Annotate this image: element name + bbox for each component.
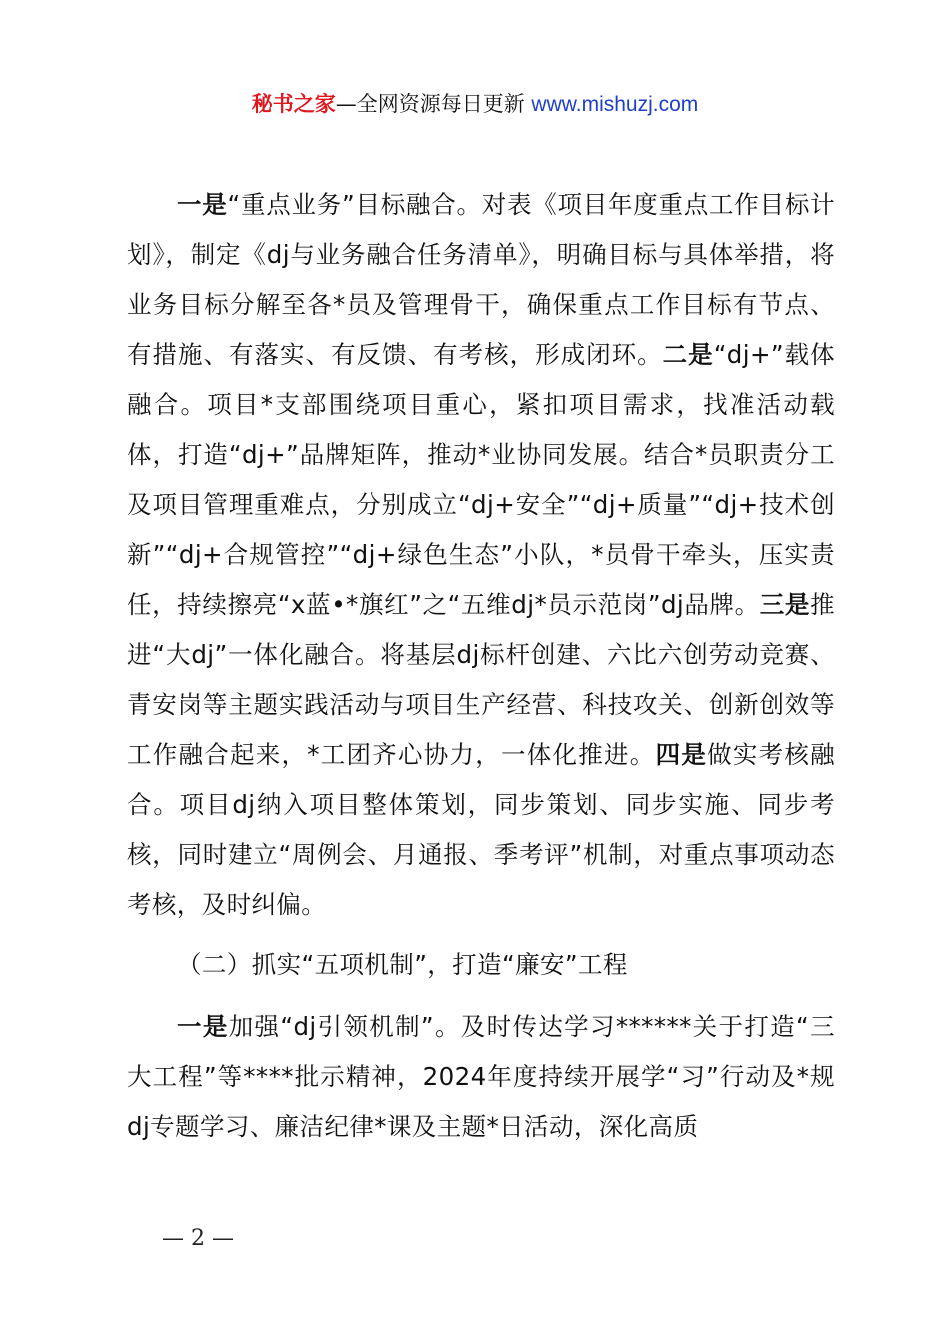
paragraph-text: “dj+”载体融合。项目*支部围绕项目重心，紧扣项目需求，找准活动载体，打造“dj+”品牌矩阵，推动*业协同发展。结合*员职责分工及项目管理重难点，分别成立“dj+安全”“dj+质量”“dj+技术创新”“dj+合规管控”“dj+绿色生态”小队，*员骨干牵头，压实责任，持续擦亮“x蓝•*旗红”之“五维dj*员示范岗”dj品牌。 [127,340,835,619]
site-url-link[interactable]: www.mishuzj.com [531,93,699,116]
paragraph-text: “重点业务”目标融合。对表《项目年度重点工作目标计划》，制定《dj与业务融合任务清单》，明确目标与具体举措，将业务目标分解至各*员及管理骨干，确保重点工作目标有节点、有措施、有落实、有反馈、有考核，形成闭环。 [127,190,835,369]
paragraph-lead: 三是 [759,590,811,619]
paragraph-lead: 一是 [177,190,228,219]
brand-name: 秘书之家 [251,92,336,116]
paragraph-text: 做实考核融合。项目dj纳入项目整体策划，同步策划、同步实施、同步考核，同时建立“周例会、月通报、季考评”机制，对重点事项动态考核，及时纠偏。 [127,740,835,919]
paragraph-text: 推进“大dj”一体化融合。将基层dj标杆创建、六比六创劳动竞赛、青安岗等主题实践活动与项目生产经营、科技攻关、创新创效等工作融合起来，*工团齐心协力，一体化推进。 [127,590,835,769]
paragraph-text: 加强“dj引领机制”。及时传达学习******关于打造“三大工程”等****批示精神，2024年度持续开展学“习”行动及*规dj专题学习、廉洁纪律*课及主题*日活动，深化高质 [127,1012,835,1141]
page-number: — 2 — [162,1226,234,1251]
paragraph-lead: 四是 [655,740,708,769]
body-paragraph-2 [127,1002,835,1152]
paragraph-lead: 一是 [177,1012,229,1041]
body-paragraph-1 [127,180,835,930]
section-heading: （二）抓实“五项机制”，打造“廉安”工程 [177,950,628,979]
paragraph-lead: 二是 [662,340,714,369]
site-header [0,86,950,123]
header-tagline: —全网资源每日更新 [335,92,532,116]
